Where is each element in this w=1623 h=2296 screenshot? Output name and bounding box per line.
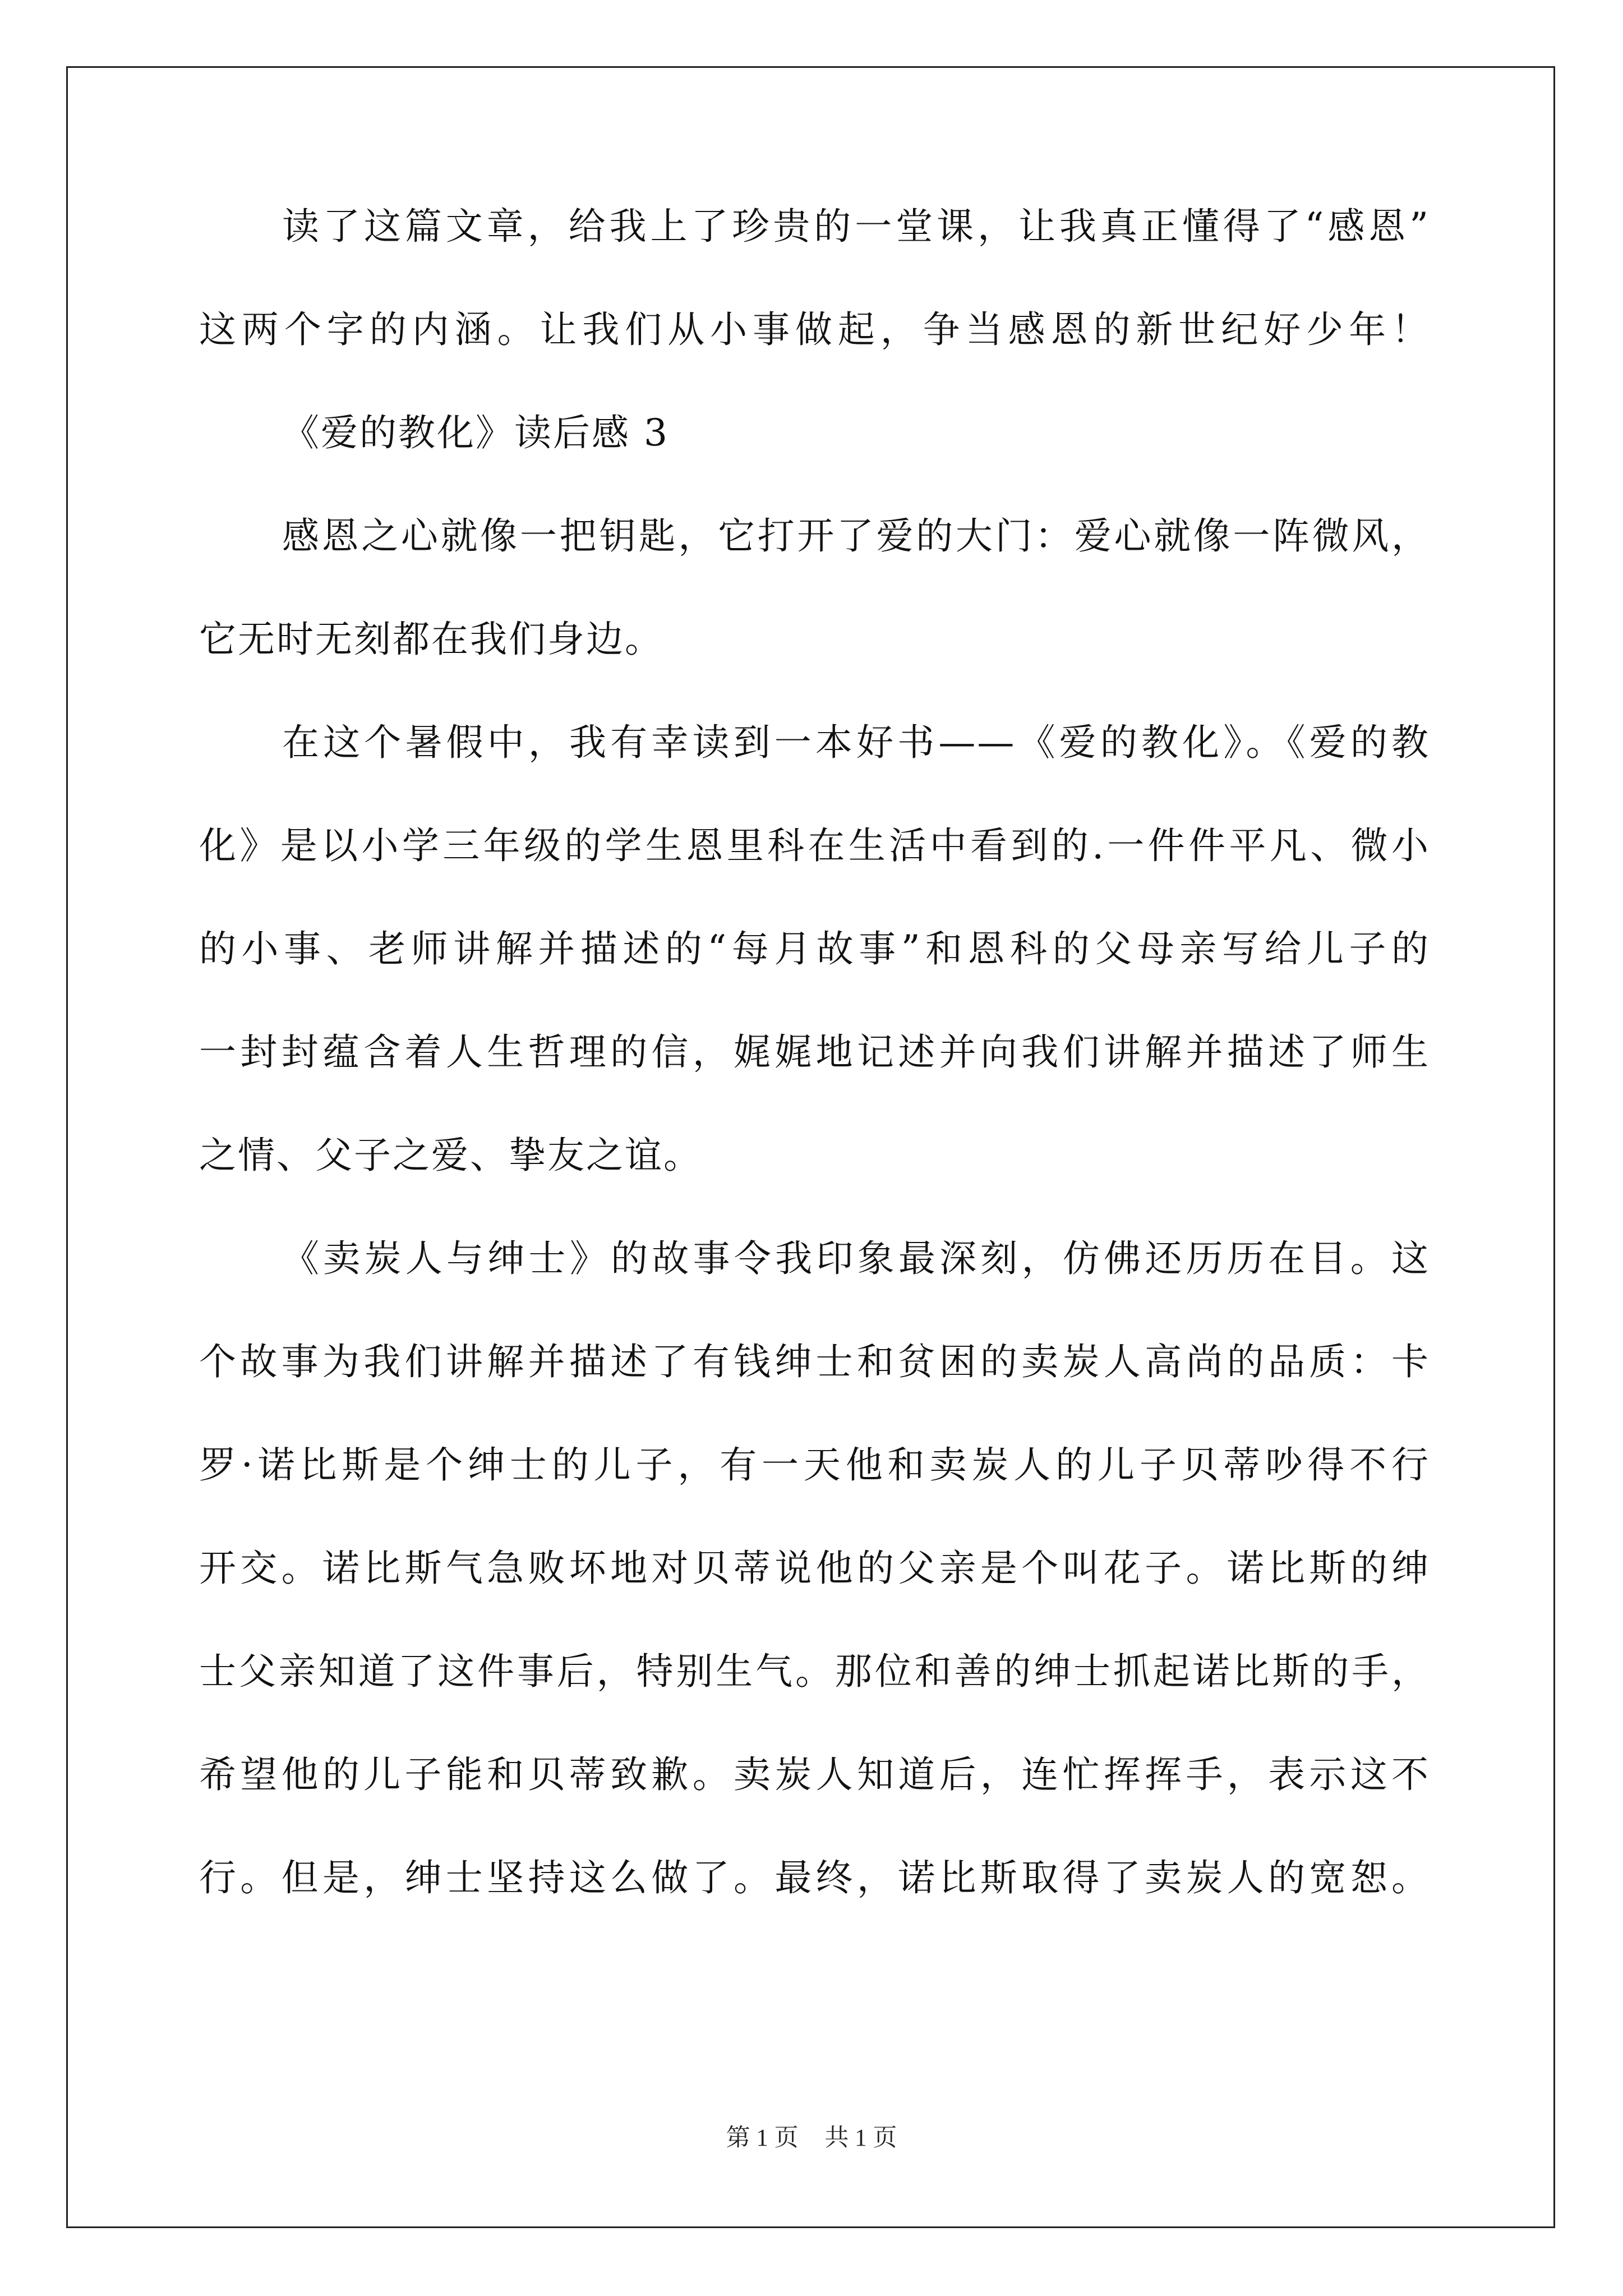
paragraph-line: 感恩之心就像一把钥匙，它打开了爱的大门：爱心就像一阵微风， [282,514,1430,558]
paragraph-line: 在这个暑假中，我有幸读到一本好书——《爱的教化》。《爱的教 [282,721,1430,764]
paragraph-line: 个故事为我们讲解并描述了有钱绅士和贫困的卖炭人高尚的品质：卡 [199,1340,1430,1383]
page-total: 共 1 页 [824,2125,897,2151]
paragraph-line: 开交。诺比斯气急败坏地对贝蒂说他的父亲是个叫花子。诺比斯的绅 [199,1547,1430,1590]
paragraph-line: 《卖炭人与绅士》的故事令我印象最深刻，仿佛还历历在目。这 [282,1237,1430,1280]
paragraph-line: 一封封蕴含着人生哲理的信，娓娓地记述并向我们讲解并描述了师生 [199,1030,1430,1074]
paragraph-line: 化》是以小学三年级的学生恩里科在生活中看到的.一件件平凡、微小 [199,824,1430,867]
document-body [199,205,1430,1962]
section-heading: 《爱的教化》读后感 3 [282,411,669,454]
paragraph-line: 这两个字的内涵。让我们从小事做起，争当感恩的新世纪好少年！ [199,308,1430,351]
paragraph-line: 读了这篇文章，给我上了珍贵的一堂课，让我真正懂得了“感恩” [282,205,1430,248]
paragraph-line: 的小事、老师讲解并描述的“每月故事”和恩科的父母亲写给儿子的 [199,927,1430,970]
paragraph-line: 士父亲知道了这件事后，特别生气。那位和善的绅士抓起诺比斯的手， [199,1650,1430,1693]
paragraph-line: 希望他的儿子能和贝蒂致歉。卖炭人知道后，连忙挥挥手，表示这不 [199,1753,1430,1796]
paragraph-line: 它无时无刻都在我们身边。 [199,618,663,661]
paragraph-line: 之情、父子之爱、挚友之谊。 [199,1134,702,1177]
page-footer [0,2124,1623,2152]
page-number: 第 1 页 [726,2125,799,2151]
paragraph-line: 罗·诺比斯是个绅士的儿子，有一天他和卖炭人的儿子贝蒂吵得不行 [199,1443,1430,1487]
paragraph-line: 行。但是，绅士坚持这么做了。最终，诺比斯取得了卖炭人的宽恕。 [199,1856,1430,1899]
